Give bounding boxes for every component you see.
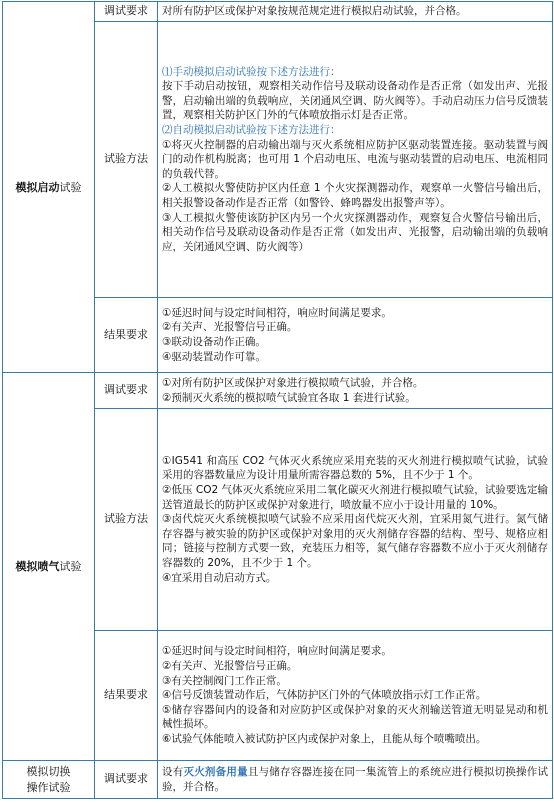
result-line: ④信号反馈装置动作后，气体防护区门外的气体喷放指示灯工作正常。 <box>162 689 487 702</box>
debug-line: ①对所有防护区或保护对象进行模拟喷气试验，并合格。 <box>162 376 424 389</box>
category-light-text: 试验 <box>59 560 82 573</box>
sim-switch-debug <box>158 761 553 799</box>
method-paragraph: ②人工模拟火警使防护区内任意 1 个火灾探测器动作，观察单一火警信号输出后，相关报警设备动作是否正常（如警铃、蜂鸣器发出报警声等）。 <box>162 182 548 209</box>
method-paragraph: ③卤代烷灭火系统模拟喷气试验不应采用卤代烷灭火剂，宜采用氮气进行。氮气储存容器与被实验的防护区或保护对象用的灭火剂储存容器的结构、型号、规格应相同；链接与控制方式要一致，充装压力相等，氮气储存容器数不应小于灭火剂储存容器数的 20%，且不少于 1 个。 <box>162 513 548 569</box>
method-paragraph: 按下手动启动按钮，观察相关动作信号及联动设备动作是否正常（如发出声、光报警，启动输出端的负载响应，关闭通风空调、防火阀等）。手动启动压力信号反馈装置，观察相关防护区门外的气体喷放指示灯是否正常。 <box>162 80 548 122</box>
result-line: ⑤储存容器间内的设备和对应防护区或保护对象的灭火剂输送管道无明显晃动和机械性损坏。 <box>162 703 548 731</box>
method-paragraph: ①将灭火控制器的启动输出端与灭火系统相应防护区驱动装置连接。驱动装置与阀门的动作机构脱离；也可用 1 个启动电压、电流与驱动装置的启动电压、电流相同的负载代替。 <box>162 138 548 180</box>
sim-start-result <box>158 298 553 373</box>
sim-start-method <box>158 22 553 298</box>
result-line: ①延迟时间与设定时间相符，响应时间满足要求。 <box>162 306 392 319</box>
sim-spray-method <box>158 409 553 631</box>
category-light-text: 试验 <box>59 180 82 194</box>
category-sim-switch <box>3 761 95 799</box>
method-paragraph: ④宜采用自动启动方式。 <box>162 571 277 584</box>
highlight-reserve-agent: 灭火剂备用量 <box>183 765 248 778</box>
commissioning-table <box>2 1 553 799</box>
method-heading-auto: ⑵自动模拟启动试验按下述方法进行： <box>162 124 341 137</box>
result-line: ②有关声、光报警信号正确。 <box>162 660 298 673</box>
category-sim-start <box>3 2 95 373</box>
result-line: ③有关控制阀门工作正常。 <box>162 674 287 687</box>
sim-start-debug-text: 对所有防护区或保护对象按规范规定进行模拟启动试验，并合格。 <box>158 2 553 22</box>
sim-spray-debug <box>158 373 553 409</box>
label-test-method: 试验方法 <box>95 22 158 298</box>
text-post: 且与储存容器连接在同一集流管上的系统应进行模拟切换操作试验，并合格。 <box>162 765 549 793</box>
method-paragraph: ②低压 CO2 气体灭火系统应采用二氧化碳灭火剂进行模拟喷气试验，试验要选定输送管道最长的防护区或保护对象进行，喷放量不应小于设计用量的 10%。 <box>162 484 548 511</box>
result-line: ⑥试验气体能喷入被试防护区内或保护对象上，且能从每个喷嘴喷出。 <box>162 732 487 745</box>
debug-line: ②预制灭火系统的模拟喷气试验宜各取 1 套进行试验。 <box>162 391 416 404</box>
method-paragraph: ①IG541 和高压 CO2 气体灭火系统应采用充装的灭火剂进行模拟喷气试验，试验采用的容器数量应为设计用量所需容器总数的 5%，且不少于 1 个。 <box>162 454 548 482</box>
result-line: ④驱动装置动作可靠。 <box>162 350 266 363</box>
method-paragraph: ③人工模拟火警使该防护区内另一个火灾探测器动作，观察复合火警信号输出后，相关动作信号及联动设备动作是否正常（如发出声、光报警，启动输出端的负载响应，关闭通风空调、防火阀等） <box>162 211 548 253</box>
label-debug-requirement: 调试要求 <box>95 761 158 799</box>
method-heading-manual: ⑴手动模拟启动试验按下述方法进行： <box>162 65 341 78</box>
category-bold-text: 模拟喷气 <box>15 560 60 573</box>
category-line: 操作试验 <box>26 780 71 794</box>
sim-spray-result <box>158 631 553 761</box>
category-line: 模拟切换 <box>26 764 71 778</box>
label-debug-requirement: 调试要求 <box>95 373 158 409</box>
result-line: ①延迟时间与设定时间相符，响应时间满足要求。 <box>162 645 392 658</box>
text-pre: 设有 <box>162 765 184 778</box>
label-test-method: 试验方法 <box>95 409 158 631</box>
result-line: ②有关声、光报警信号正确。 <box>162 321 298 334</box>
category-bold-text: 模拟启动 <box>15 180 60 194</box>
label-result-requirement: 结果要求 <box>95 631 158 761</box>
label-debug-requirement: 调试要求 <box>95 2 158 22</box>
result-line: ③联动设备动作正确。 <box>162 336 266 348</box>
category-sim-spray <box>3 373 95 761</box>
label-result-requirement: 结果要求 <box>95 298 158 373</box>
